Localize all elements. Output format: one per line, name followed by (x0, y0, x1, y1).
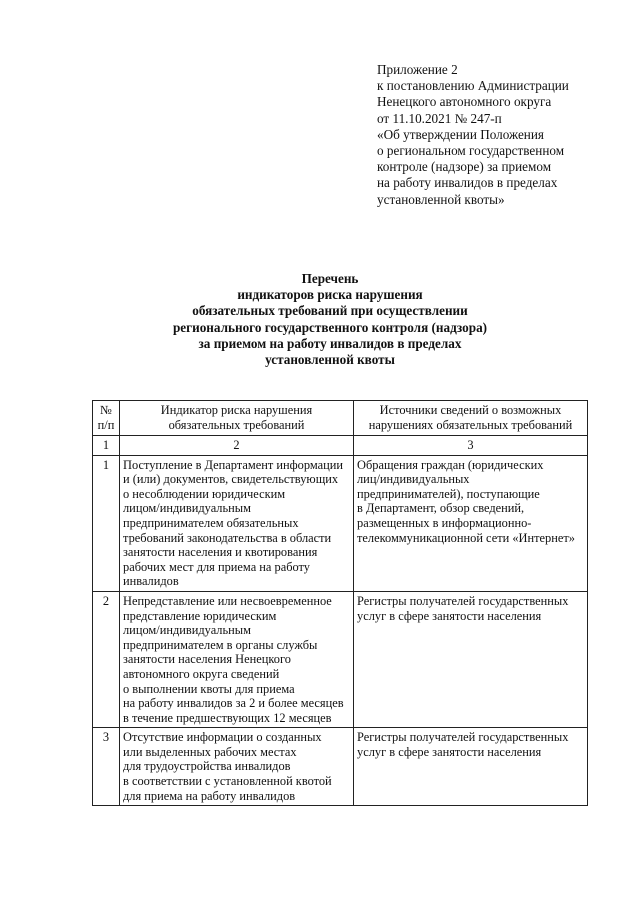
cell-line: предпринимателем в органы службы (123, 637, 318, 652)
cell-line: или выделенных рабочих местах (123, 744, 297, 759)
header-indicator-line: Индикатор риска нарушения (160, 403, 313, 417)
document-title (110, 271, 550, 368)
cell-line: автономного округа сведений (123, 666, 280, 681)
column-index-row (93, 436, 588, 456)
title-line: регионального государственного контроля (надзора) (172, 319, 488, 335)
title-line: Перечень (301, 271, 359, 286)
appendix-line: установленной квоты» (377, 191, 505, 207)
cell-line: услуг в сфере занятости населения (357, 608, 542, 623)
cell-line: требований законодательства в области (123, 530, 332, 545)
title-line: обязательных требований при осуществлении (192, 303, 468, 319)
header-sources-line: нарушениях обязательных требований (368, 417, 573, 432)
appendix-line: к постановлению Администрации (377, 78, 569, 94)
cell-line: размещенных в информационно- (357, 515, 532, 530)
appendix-line: контроле (надзоре) за приемом (377, 159, 552, 175)
title-line: индикаторов риска нарушения (237, 287, 423, 303)
cell-line: на работу инвалидов за 2 и более месяцев (123, 696, 344, 711)
appendix-line: от 11.10.2021 № 247-п (377, 110, 502, 126)
cell-line: лицом/индивидуальным (123, 623, 251, 638)
header-num-line: № (100, 403, 112, 417)
table-row (93, 455, 588, 591)
row-number: 2 (93, 591, 120, 727)
cell-line: о выполнении квоты для приема (123, 681, 295, 696)
cell-line: для приема на работу инвалидов (123, 788, 296, 803)
cell-line: в соответствии с установленной квотой (123, 774, 332, 789)
cell-line: лиц/индивидуальных (357, 472, 470, 487)
cell-line: Отсутствие информации о созданных (123, 730, 322, 745)
cell-line: в течение предшествующих 12 месяцев (123, 710, 332, 725)
cell-line: лицом/индивидуальным (123, 501, 251, 516)
cell-line: в Департамент, обзор сведений, (357, 501, 525, 516)
cell-line: и (или) документов, свидетельствующих (123, 472, 339, 487)
cell-line: предпринимателей), поступающие (357, 486, 540, 501)
indicator-cell (120, 455, 354, 591)
cell-line: представление юридическим (123, 608, 277, 623)
cell-line: Обращения граждан (юридических (357, 457, 544, 472)
cell-line: услуг в сфере занятости населения (357, 744, 542, 759)
header-num-line: п/п (97, 417, 115, 432)
cell-line: телекоммуникационной сети «Интернет» (357, 530, 575, 545)
table-row (93, 728, 588, 806)
cell-line: Регистры получателей государственных (357, 730, 569, 745)
appendix-line: «Об утверждении Положения (377, 126, 544, 142)
column-index: 1 (93, 436, 120, 456)
title-line: за приемом на работу инвалидов в пределах (198, 335, 462, 351)
header-indicator-line: обязательных требований (168, 417, 305, 432)
column-index: 3 (354, 436, 588, 456)
sources-cell (354, 455, 588, 591)
cell-line: занятости населения Ненецкого (123, 652, 291, 667)
table-row (93, 591, 588, 727)
cell-line: Непредставление или несвоевременное (123, 593, 332, 608)
cell-line: предпринимателем обязательных (123, 515, 299, 530)
cell-line: для трудоустройства инвалидов (123, 759, 291, 774)
title-line: установленной квоты (265, 352, 395, 368)
sources-cell (354, 591, 588, 727)
indicator-cell (120, 591, 354, 727)
appendix-line: на работу инвалидов в пределах (377, 175, 558, 191)
cell-line: рабочих мест для приема на работу (123, 559, 310, 574)
sources-cell (354, 728, 588, 806)
cell-line: о несоблюдении юридическим (123, 486, 286, 501)
appendix-line: о региональном государственном (377, 143, 565, 159)
header-sources-line: Источники сведений о возможных (379, 403, 562, 417)
header-indicator (120, 401, 354, 436)
row-number: 3 (93, 728, 120, 806)
appendix-line: Ненецкого автономного округа (377, 94, 552, 110)
appendix-line: Приложение 2 (377, 62, 458, 77)
table-header-row (93, 401, 588, 436)
cell-line: Поступление в Департамент информации (123, 457, 343, 472)
column-index: 2 (120, 436, 354, 456)
row-number: 1 (93, 455, 120, 591)
header-sources (354, 401, 588, 436)
appendix-block (377, 62, 617, 208)
cell-line: занятости населения и квотирования (123, 545, 318, 560)
cell-line: инвалидов (123, 574, 179, 589)
cell-line: Регистры получателей государственных (357, 593, 569, 608)
header-num (93, 401, 120, 436)
risk-indicators-table (92, 400, 588, 806)
indicator-cell (120, 728, 354, 806)
